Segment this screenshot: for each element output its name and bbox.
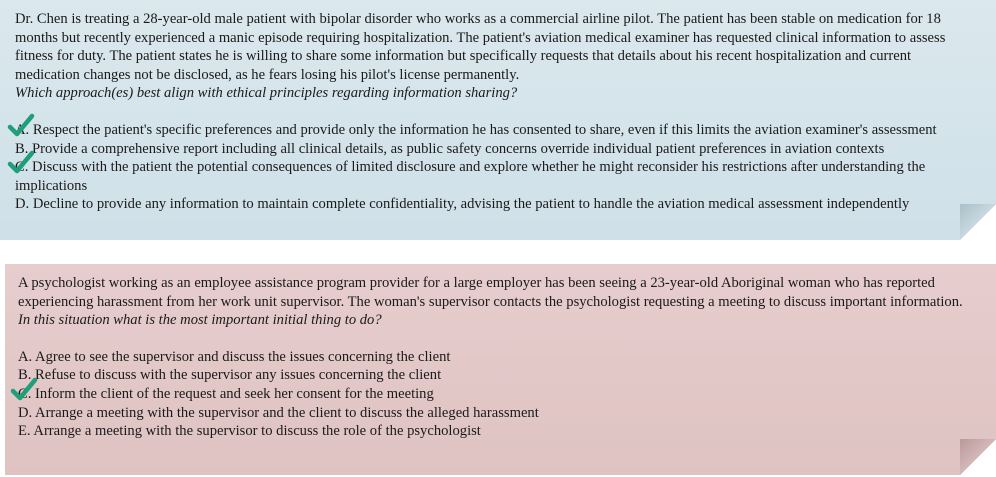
option-a[interactable] bbox=[18, 348, 966, 367]
question-card-2 bbox=[5, 264, 996, 475]
option-label: A. Respect the patient's specific preferences and provide only the information he has consented to share, even if this limits the aviation examiner's assessment bbox=[15, 121, 937, 138]
option-a[interactable] bbox=[15, 121, 966, 140]
option-label: E. Arrange a meeting with the supervisor to discuss the role of the psychologist bbox=[18, 423, 481, 440]
option-label: D. Arrange a meeting with the supervisor and the client to discuss the alleged harassment bbox=[18, 404, 539, 421]
option-e[interactable] bbox=[18, 422, 966, 441]
option-d[interactable] bbox=[15, 195, 966, 214]
answer-options bbox=[15, 121, 966, 214]
question-prompt: In this situation what is the most important initial thing to do? bbox=[18, 312, 382, 329]
answer-options bbox=[18, 348, 966, 441]
page-curl-corner bbox=[960, 439, 996, 475]
option-label: C. Discuss with the patient the potential consequences of limited disclosure and explore whether he might reconsider his restrictions after understanding the implications bbox=[15, 159, 926, 194]
option-label: C. Inform the client of the request and seek her consent for the meeting bbox=[18, 385, 434, 402]
option-label: A. Agree to see the supervisor and discuss the issues concerning the client bbox=[18, 348, 451, 365]
question-scenario: Dr. Chen is treating a 28-year-old male patient with bipolar disorder who works as a commercial airline pilot. The patient has been stable on medication for 18 months but recently experienced a manic episode requiring hospitalization. The patient's aviation medical examiner has requested clinical information to assess fitness for duty. The patient states he is willing to share some information but specifically requests that details about his recent hospitalization and current medication changes not be disclosed, as he fears losing his pilot's license permanently. bbox=[15, 11, 946, 83]
option-b[interactable] bbox=[15, 140, 966, 159]
option-label: B. Refuse to discuss with the supervisor any issues concerning the client bbox=[18, 367, 442, 384]
question-prompt: Which approach(es) best align with ethical principles regarding information sharing? bbox=[15, 85, 518, 102]
option-label: B. Provide a comprehensive report including all clinical details, as public safety concerns override individual patient preferences in aviation contexts bbox=[15, 140, 885, 157]
option-label: D. Decline to provide any information to maintain complete confidentiality, advising the patient to handle the aviation medical assessment independently bbox=[15, 196, 910, 213]
option-b[interactable] bbox=[18, 366, 966, 385]
option-c[interactable] bbox=[18, 385, 966, 404]
option-d[interactable] bbox=[18, 404, 966, 423]
question-scenario: A psychologist working as an employee assistance program provider for a large employer has been seeing a 23-year-old Aboriginal woman who has reported experiencing harassment from her work unit supervisor. The woman's supervisor contacts the psychologist requesting a meeting to discuss important information. bbox=[18, 275, 963, 310]
option-c[interactable] bbox=[15, 158, 966, 195]
